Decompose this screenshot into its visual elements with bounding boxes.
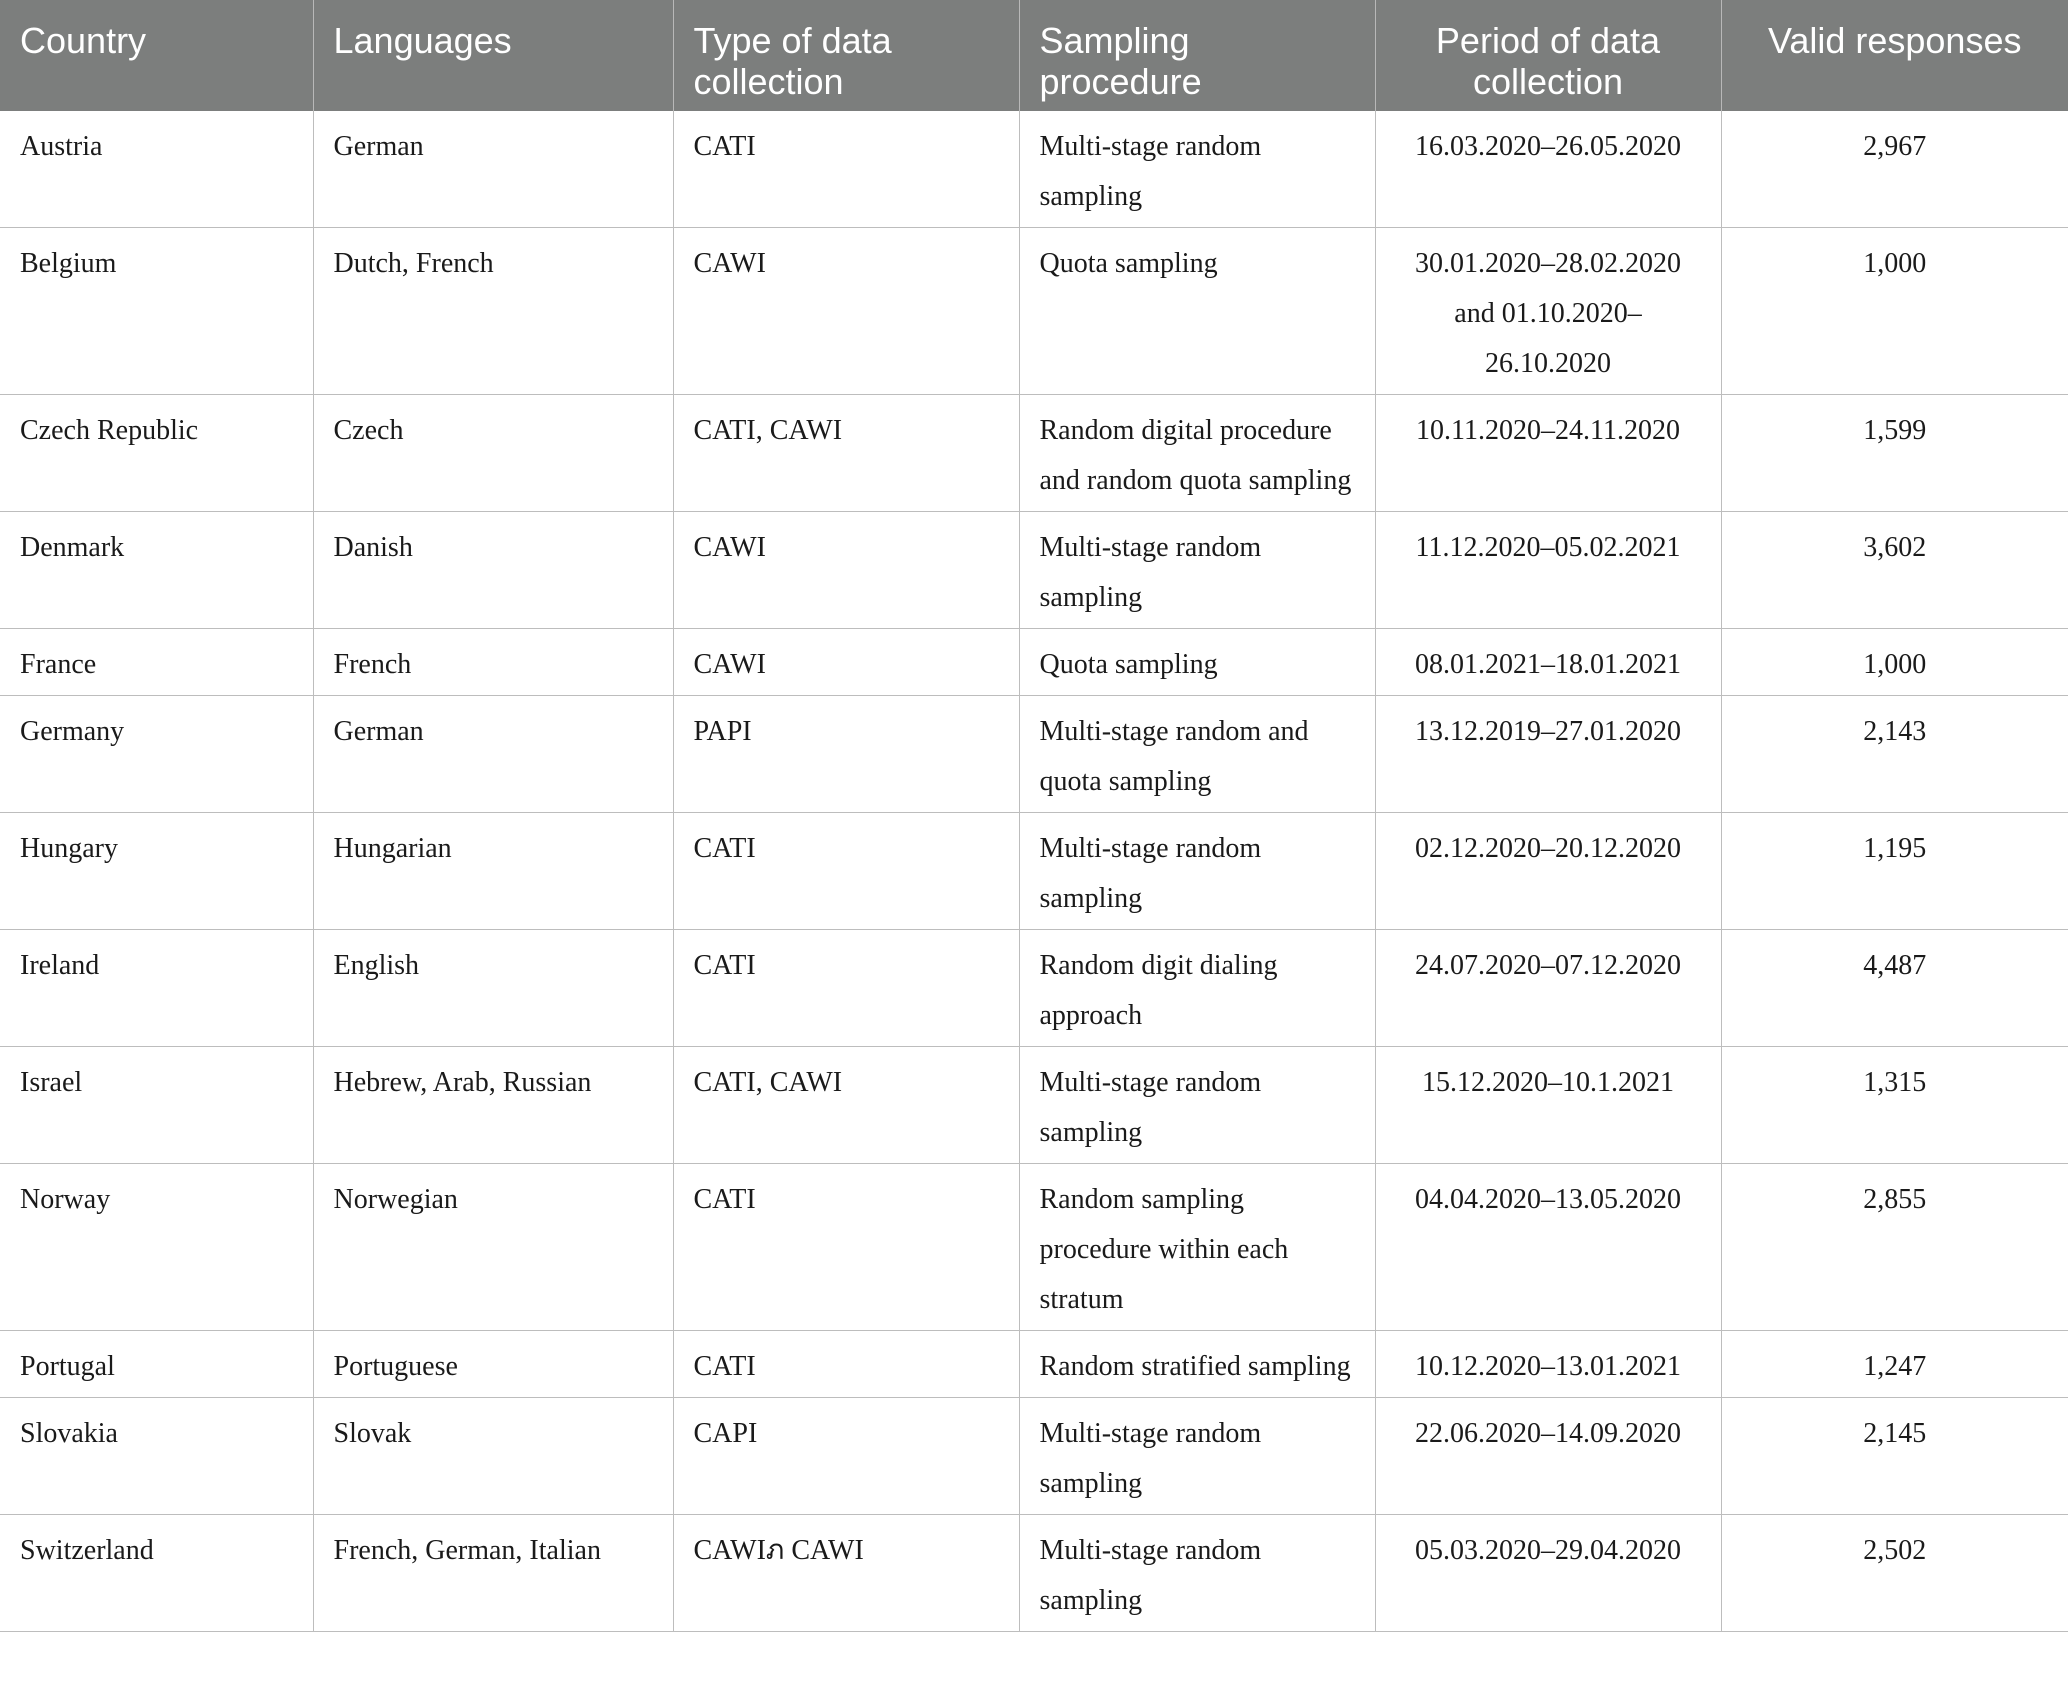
cell-valid-responses: 4,487	[1721, 930, 2068, 1047]
cell-languages: German	[313, 111, 673, 228]
cell-country: Denmark	[0, 512, 313, 629]
cell-country: Israel	[0, 1047, 313, 1164]
cell-languages: French, German, Italian	[313, 1515, 673, 1632]
table-row	[0, 1164, 2068, 1331]
cell-sampling-procedure: Quota sampling	[1019, 629, 1375, 696]
cell-sampling-procedure: Multi-stage random sampling	[1019, 512, 1375, 629]
cell-type-of-data-collection: CAWI	[673, 512, 1019, 629]
table-row	[0, 111, 2068, 228]
cell-period-of-data-collection: 13.12.2019–27.01.2020	[1375, 696, 1721, 813]
cell-period-of-data-collection: 16.03.2020–26.05.2020	[1375, 111, 1721, 228]
cell-period-of-data-collection: 10.12.2020–13.01.2021	[1375, 1331, 1721, 1398]
cell-valid-responses: 1,599	[1721, 395, 2068, 512]
cell-valid-responses: 1,000	[1721, 629, 2068, 696]
table-row	[0, 813, 2068, 930]
header-languages: Languages	[313, 0, 673, 111]
cell-languages: French	[313, 629, 673, 696]
cell-type-of-data-collection: CAWI	[673, 228, 1019, 395]
cell-sampling-procedure: Quota sampling	[1019, 228, 1375, 395]
cell-period-of-data-collection: 15.12.2020–10.1.2021	[1375, 1047, 1721, 1164]
table-row	[0, 629, 2068, 696]
cell-type-of-data-collection: CATI	[673, 930, 1019, 1047]
cell-country: Portugal	[0, 1331, 313, 1398]
header-sampling-procedure: Sampling procedure	[1019, 0, 1375, 111]
cell-languages: Norwegian	[313, 1164, 673, 1331]
cell-sampling-procedure: Random stratified sampling	[1019, 1331, 1375, 1398]
cell-valid-responses: 2,143	[1721, 696, 2068, 813]
cell-languages: Dutch, French	[313, 228, 673, 395]
header-valid-responses: Valid responses	[1721, 0, 2068, 111]
cell-valid-responses: 2,145	[1721, 1398, 2068, 1515]
cell-country: Norway	[0, 1164, 313, 1331]
header-country: Country	[0, 0, 313, 111]
cell-type-of-data-collection: CAWI	[673, 629, 1019, 696]
cell-period-of-data-collection: 11.12.2020–05.02.2021	[1375, 512, 1721, 629]
cell-type-of-data-collection: CATI, CAWI	[673, 1047, 1019, 1164]
cell-valid-responses: 1,247	[1721, 1331, 2068, 1398]
cell-period-of-data-collection: 04.04.2020–13.05.2020	[1375, 1164, 1721, 1331]
cell-country: Hungary	[0, 813, 313, 930]
cell-period-of-data-collection: 02.12.2020–20.12.2020	[1375, 813, 1721, 930]
cell-valid-responses: 1,195	[1721, 813, 2068, 930]
cell-languages: English	[313, 930, 673, 1047]
cell-country: Belgium	[0, 228, 313, 395]
cell-valid-responses: 2,967	[1721, 111, 2068, 228]
cell-period-of-data-collection: 30.01.2020–28.02.2020 and 01.10.2020–26.10.2020	[1375, 228, 1721, 395]
cell-sampling-procedure: Multi-stage random sampling	[1019, 813, 1375, 930]
cell-type-of-data-collection: PAPI	[673, 696, 1019, 813]
cell-languages: Slovak	[313, 1398, 673, 1515]
table-row	[0, 1398, 2068, 1515]
cell-valid-responses: 1,315	[1721, 1047, 2068, 1164]
cell-languages: Portuguese	[313, 1331, 673, 1398]
table-row	[0, 930, 2068, 1047]
header-type-of-data-collection: Type of data collection	[673, 0, 1019, 111]
table-row	[0, 228, 2068, 395]
cell-sampling-procedure: Random sampling procedure within each stratum	[1019, 1164, 1375, 1331]
cell-sampling-procedure: Multi-stage random sampling	[1019, 1047, 1375, 1164]
cell-sampling-procedure: Multi-stage random sampling	[1019, 1398, 1375, 1515]
cell-type-of-data-collection: CAPI	[673, 1398, 1019, 1515]
cell-valid-responses: 1,000	[1721, 228, 2068, 395]
cell-period-of-data-collection: 10.11.2020–24.11.2020	[1375, 395, 1721, 512]
cell-country: Austria	[0, 111, 313, 228]
cell-valid-responses: 2,502	[1721, 1515, 2068, 1632]
cell-languages: German	[313, 696, 673, 813]
cell-type-of-data-collection: CAWIภ CAWI	[673, 1515, 1019, 1632]
cell-sampling-procedure: Random digital procedure and random quota sampling	[1019, 395, 1375, 512]
cell-period-of-data-collection: 22.06.2020–14.09.2020	[1375, 1398, 1721, 1515]
header-period-of-data-collection: Period of data collection	[1375, 0, 1721, 111]
cell-sampling-procedure: Multi-stage random sampling	[1019, 1515, 1375, 1632]
table-row	[0, 1331, 2068, 1398]
cell-country: France	[0, 629, 313, 696]
cell-country: Czech Republic	[0, 395, 313, 512]
cell-type-of-data-collection: CATI	[673, 1331, 1019, 1398]
table-body	[0, 111, 2068, 1632]
table-row	[0, 395, 2068, 512]
cell-valid-responses: 3,602	[1721, 512, 2068, 629]
table-header	[0, 0, 2068, 111]
cell-country: Switzerland	[0, 1515, 313, 1632]
cell-type-of-data-collection: CATI, CAWI	[673, 395, 1019, 512]
cell-country: Slovakia	[0, 1398, 313, 1515]
table-row	[0, 1515, 2068, 1632]
cell-sampling-procedure: Multi-stage random sampling	[1019, 111, 1375, 228]
cell-period-of-data-collection: 08.01.2021–18.01.2021	[1375, 629, 1721, 696]
cell-type-of-data-collection: CATI	[673, 1164, 1019, 1331]
cell-type-of-data-collection: CATI	[673, 813, 1019, 930]
table-row	[0, 512, 2068, 629]
cell-country: Ireland	[0, 930, 313, 1047]
cell-type-of-data-collection: CATI	[673, 111, 1019, 228]
cell-period-of-data-collection: 05.03.2020–29.04.2020	[1375, 1515, 1721, 1632]
table-row	[0, 1047, 2068, 1164]
cell-languages: Danish	[313, 512, 673, 629]
cell-languages: Czech	[313, 395, 673, 512]
header-row	[0, 0, 2068, 111]
cell-sampling-procedure: Random digit dialing approach	[1019, 930, 1375, 1047]
cell-languages: Hebrew, Arab, Russian	[313, 1047, 673, 1164]
cell-valid-responses: 2,855	[1721, 1164, 2068, 1331]
cell-period-of-data-collection: 24.07.2020–07.12.2020	[1375, 930, 1721, 1047]
cell-sampling-procedure: Multi-stage random and quota sampling	[1019, 696, 1375, 813]
cell-country: Germany	[0, 696, 313, 813]
cell-languages: Hungarian	[313, 813, 673, 930]
table-row	[0, 696, 2068, 813]
